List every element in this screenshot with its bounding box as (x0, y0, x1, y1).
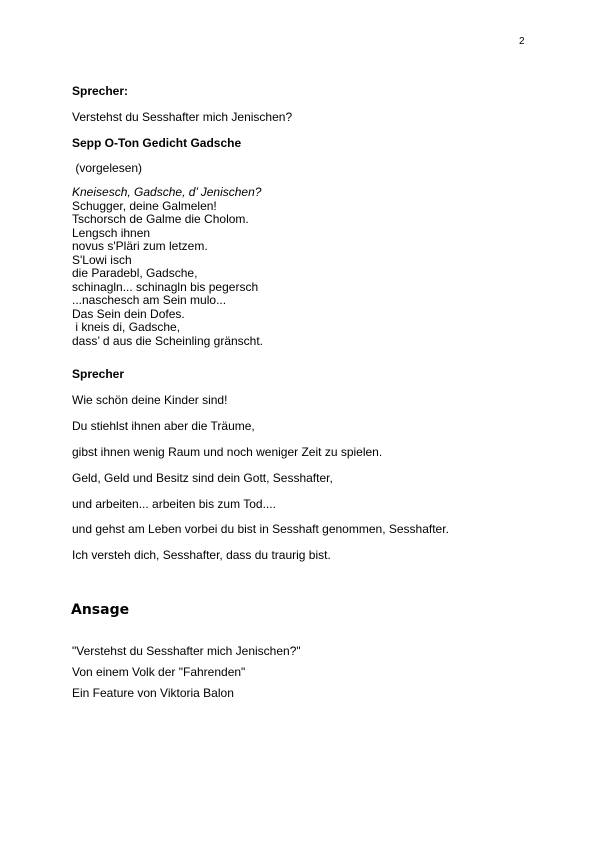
question-line: Verstehst du Sesshafter mich Jenischen? (72, 110, 293, 124)
credit-line: Von einem Volk der "Fahrenden" (72, 665, 246, 679)
speaker-label: Sprecher: (72, 84, 129, 98)
page-number: 2 (519, 36, 525, 47)
poem-line: die Paradebl, Gadsche, (72, 266, 198, 280)
read-aloud-note: (vorgelesen) (72, 161, 143, 175)
ansage-credits (72, 641, 301, 704)
credit-line: Ein Feature von Viktoria Balon (72, 686, 234, 700)
speech-line: Geld, Geld und Besitz sind dein Gott, Sesshafter, (72, 471, 333, 485)
poem-line: ...naschesch am Sein mulo... (72, 293, 227, 307)
poem-heading: Sepp O-Ton Gedicht Gadsche (72, 136, 242, 150)
poem-line: S'Lowi isch (72, 252, 132, 267)
poem-line: Schugger, deine Galmelen! (72, 198, 217, 213)
poem (72, 186, 263, 348)
poem-line: Das Sein dein Dofes. (72, 306, 185, 321)
poem-line: dass’ d aus die Scheinling gränscht. (72, 333, 264, 348)
poem-line: Lengsch ihnen (72, 225, 151, 240)
poem-line: Tschorsch de Galme die Cholom. (72, 212, 249, 226)
speech-line: und arbeiten... arbeiten bis zum Tod.... (72, 497, 276, 511)
ansage-heading: Ansage (71, 602, 130, 618)
credit-line: "Verstehst du Sesshafter mich Jenischen?" (72, 644, 301, 658)
speech-line: Ich versteh dich, Sesshafter, dass du traurig bist. (72, 548, 331, 562)
speaker-label: Sprecher (72, 367, 125, 381)
speech-line: gibst ihnen wenig Raum und noch weniger Zeit zu spielen. (72, 445, 383, 459)
poem-line: novus s'Pläri zum letzem. (72, 239, 208, 253)
speech-line: Du stiehlst ihnen aber die Träume, (72, 419, 255, 433)
poem-line: schinagln... schinagln bis pegersch (72, 279, 259, 294)
poem-line: i kneis di, Gadsche, (72, 320, 181, 334)
poem-line: Kneisesch, Gadsche, d’ Jenischen? (72, 185, 262, 199)
speech-line: und gehst am Leben vorbei du bist in Sesshaft genommen, Sesshafter. (72, 522, 449, 536)
speech-line: Wie schön deine Kinder sind! (72, 393, 228, 407)
